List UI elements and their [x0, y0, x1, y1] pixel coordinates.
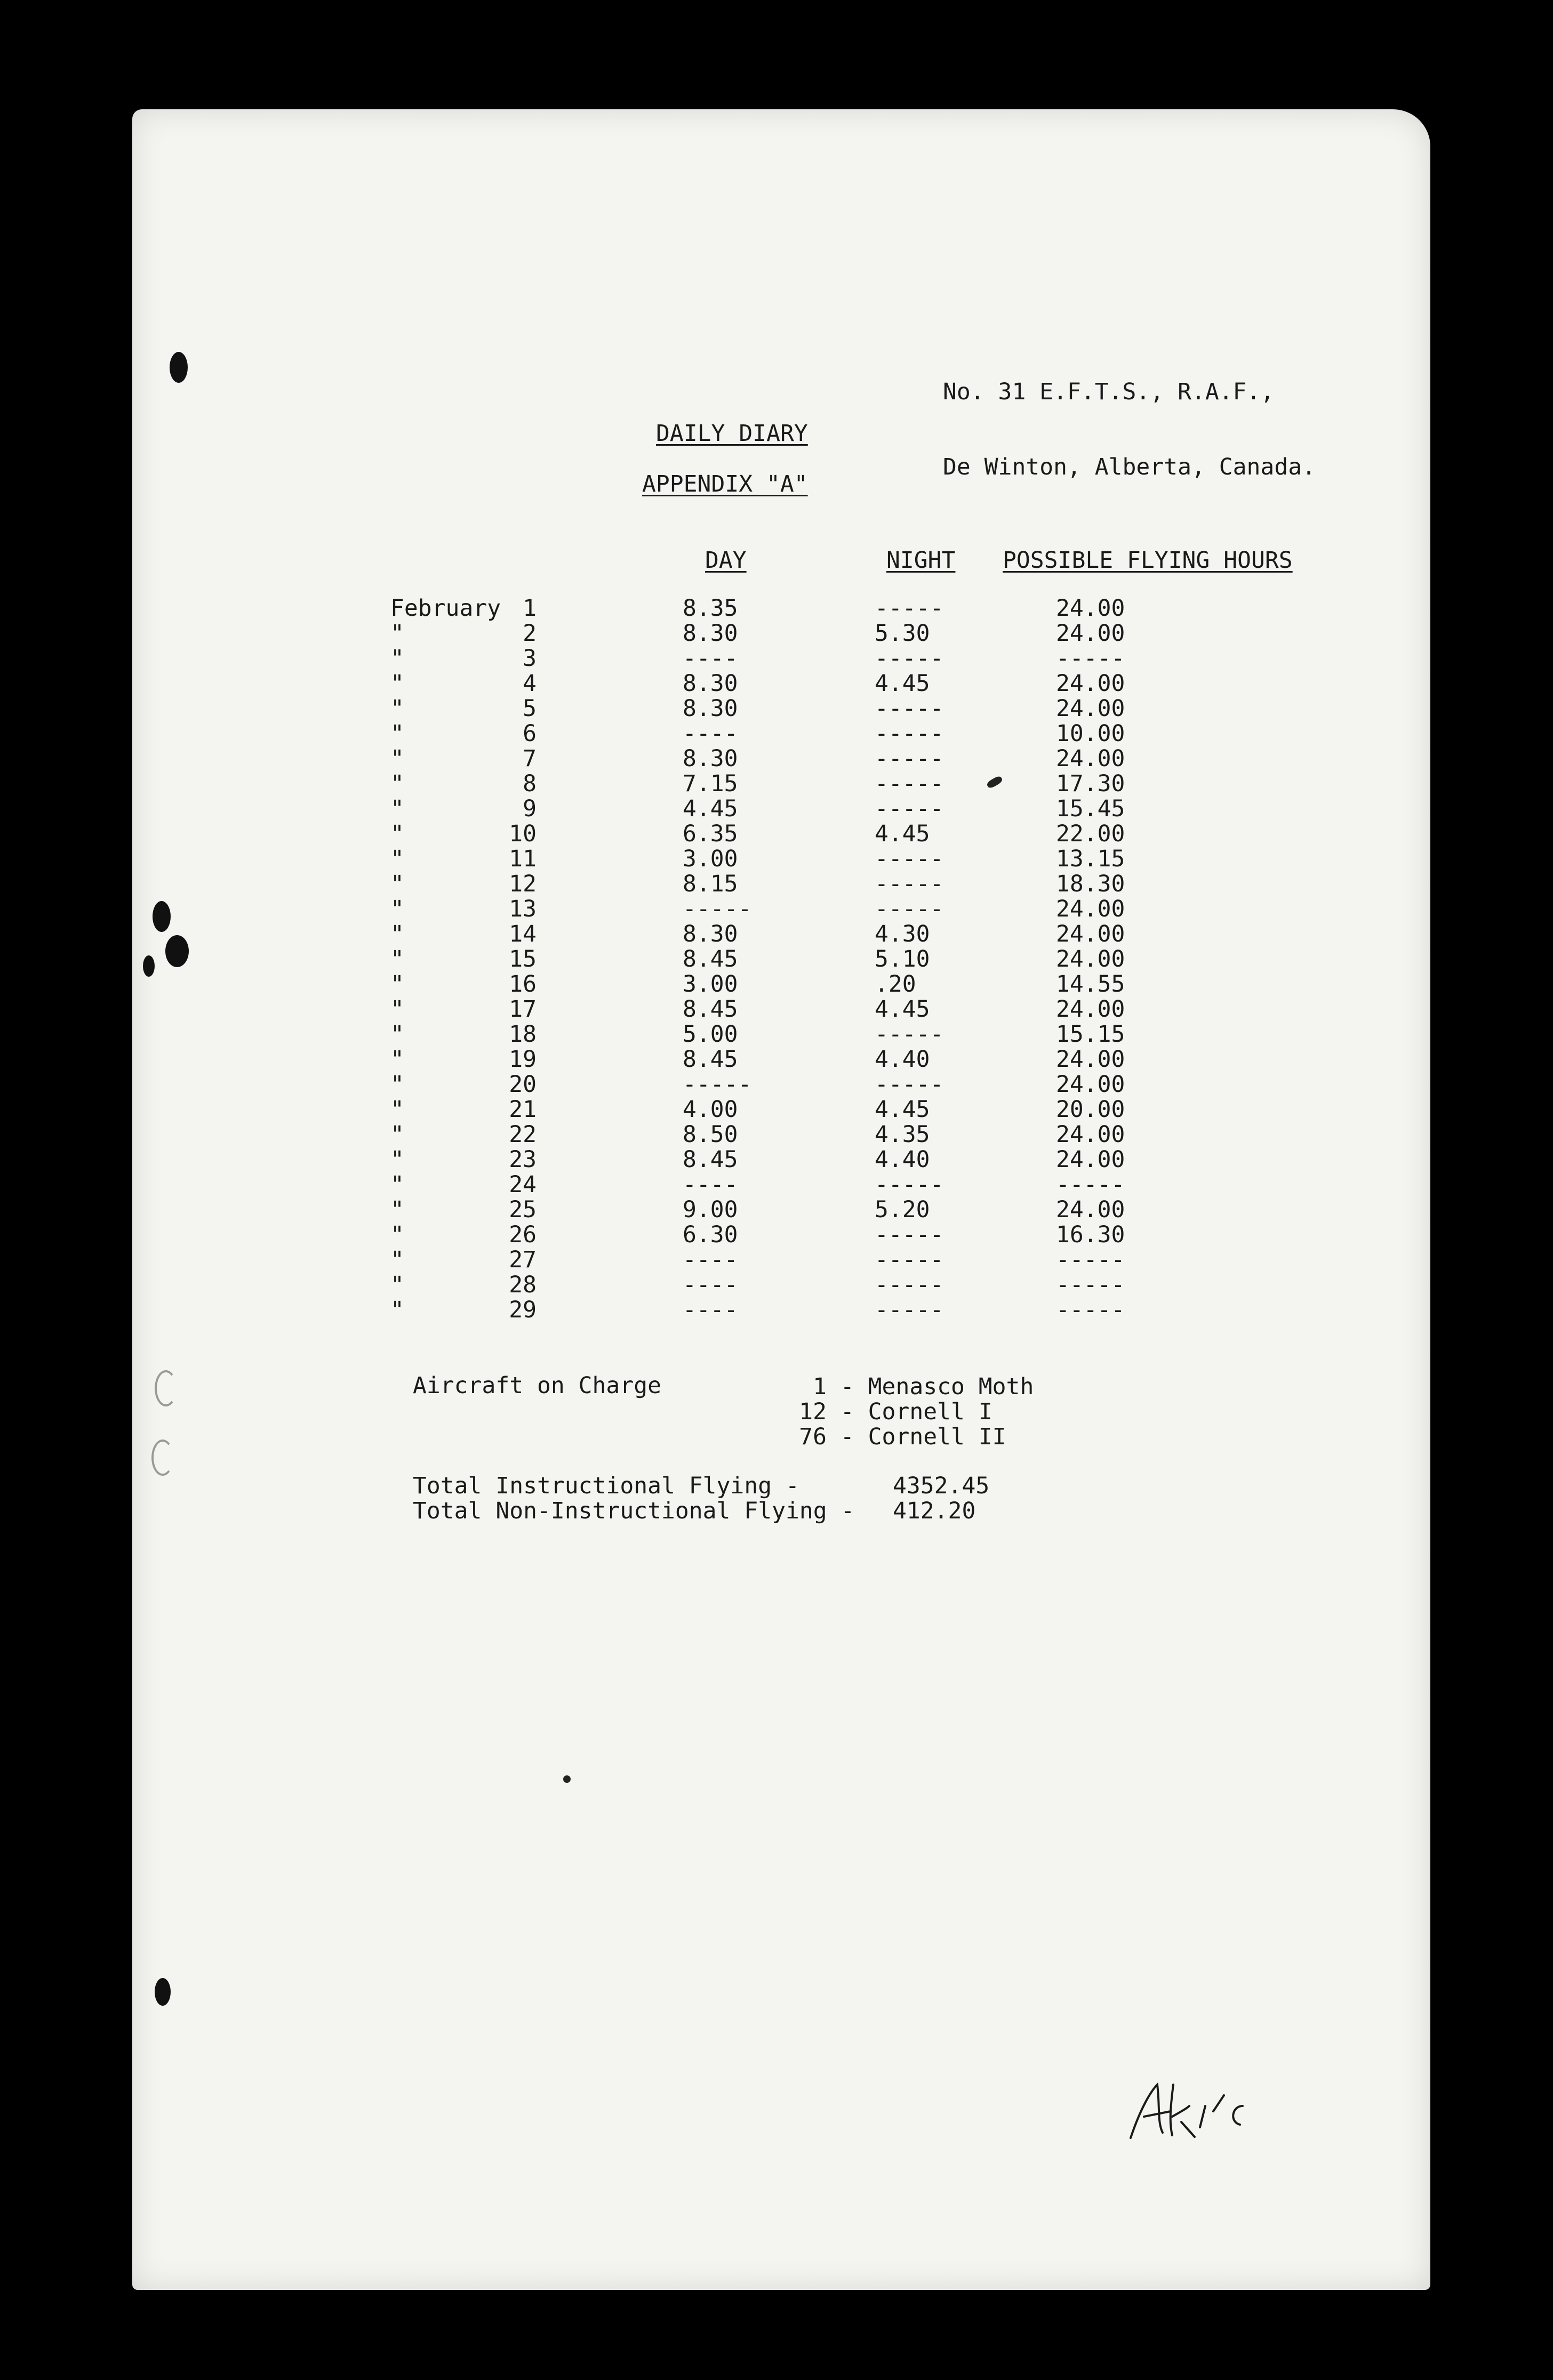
- address-block: [943, 329, 1316, 505]
- row-month: ": [390, 1146, 404, 1173]
- row-night-hours: -----: [875, 795, 944, 822]
- row-month: ": [390, 770, 404, 797]
- aircraft-count: 1: [813, 1373, 827, 1400]
- row-date: 7: [523, 745, 537, 772]
- row-night-hours: -----: [875, 1171, 944, 1198]
- row-month: ": [390, 795, 404, 822]
- row-night-hours: 5.30: [875, 620, 930, 647]
- row-date: 21: [509, 1096, 537, 1123]
- table-row: [0, 1297, 1553, 1322]
- row-date: 11: [509, 846, 537, 872]
- row-date: 15: [509, 946, 537, 972]
- row-day-hours: 7.15: [683, 770, 738, 797]
- row-day-hours: 8.15: [683, 871, 738, 897]
- row-date: 1: [523, 595, 537, 622]
- row-possible-hours: -----: [1056, 1272, 1125, 1298]
- table-row: [0, 1196, 1553, 1221]
- row-day-hours: 8.45: [683, 1046, 738, 1073]
- row-date: 3: [523, 645, 537, 672]
- row-day-hours: 8.45: [683, 946, 738, 972]
- row-possible-hours: 24.00: [1056, 996, 1125, 1023]
- aircraft-type: Cornell I: [868, 1398, 992, 1425]
- row-date: 24: [509, 1171, 537, 1198]
- row-possible-hours: -----: [1056, 645, 1125, 672]
- row-day-hours: 8.50: [683, 1121, 738, 1148]
- aircraft-count: 12: [799, 1398, 827, 1425]
- table-row: [0, 921, 1553, 946]
- row-date: 13: [509, 896, 537, 922]
- table-row: [0, 1021, 1553, 1046]
- row-day-hours: ----: [683, 1272, 738, 1298]
- row-month: ": [390, 1196, 404, 1223]
- table-row: [0, 795, 1553, 821]
- row-night-hours: 5.20: [875, 1196, 930, 1223]
- table-row: [0, 1247, 1553, 1272]
- row-date: 16: [509, 971, 537, 998]
- table-row: [0, 946, 1553, 971]
- table-row: [0, 871, 1553, 896]
- table-row: [0, 770, 1553, 795]
- row-night-hours: -----: [875, 745, 944, 772]
- row-night-hours: 4.45: [875, 821, 930, 847]
- row-month: ": [390, 745, 404, 772]
- aircraft-separator: -: [827, 1398, 868, 1425]
- row-date: 14: [509, 921, 537, 947]
- row-possible-hours: 24.00: [1056, 1046, 1125, 1073]
- row-date: 18: [509, 1021, 537, 1048]
- row-possible-hours: 16.30: [1056, 1221, 1125, 1248]
- row-month: ": [390, 1272, 404, 1298]
- row-date: 26: [509, 1221, 537, 1248]
- row-possible-hours: 24.00: [1056, 620, 1125, 647]
- column-header-hours: POSSIBLE FLYING HOURS: [1003, 547, 1293, 574]
- row-day-hours: 8.30: [683, 620, 738, 647]
- aircraft-item: [763, 1398, 1034, 1424]
- aircraft-type: Menasco Moth: [868, 1373, 1034, 1400]
- row-date: 10: [509, 821, 537, 847]
- total-value: 4352.45: [893, 1473, 990, 1499]
- row-possible-hours: 15.15: [1056, 1021, 1125, 1048]
- table-row: [0, 695, 1553, 720]
- total-label: Total Non-Instructional Flying -: [413, 1498, 855, 1524]
- aircraft-separator: -: [827, 1373, 868, 1400]
- row-possible-hours: 24.00: [1056, 595, 1125, 622]
- row-day-hours: 3.00: [683, 846, 738, 872]
- row-day-hours: 8.35: [683, 595, 738, 622]
- row-month: ": [390, 946, 404, 972]
- row-month: ": [390, 996, 404, 1023]
- table-row: [0, 645, 1553, 670]
- row-day-hours: 8.30: [683, 921, 738, 947]
- row-date: 2: [523, 620, 537, 647]
- row-month: ": [390, 971, 404, 998]
- row-date: 5: [523, 695, 537, 722]
- row-date: 19: [509, 1046, 537, 1073]
- row-night-hours: -----: [875, 645, 944, 672]
- row-night-hours: 4.40: [875, 1046, 930, 1073]
- table-row: [0, 1046, 1553, 1071]
- address-line: No. 31 E.F.T.S., R.A.F.,: [943, 379, 1275, 405]
- table-row: [0, 971, 1553, 996]
- row-date: 27: [509, 1247, 537, 1273]
- row-day-hours: ----: [683, 720, 738, 747]
- row-day-hours: 6.35: [683, 821, 738, 847]
- row-date: 22: [509, 1121, 537, 1148]
- aircraft-label: Aircraft on Charge: [413, 1372, 661, 1399]
- row-month: ": [390, 1297, 404, 1323]
- row-possible-hours: 14.55: [1056, 971, 1125, 998]
- row-month: ": [390, 896, 404, 922]
- row-day-hours: -----: [683, 896, 752, 922]
- row-day-hours: 8.45: [683, 1146, 738, 1173]
- row-night-hours: -----: [875, 1272, 944, 1298]
- total-label: Total Instructional Flying -: [413, 1473, 799, 1499]
- row-date: 25: [509, 1196, 537, 1223]
- row-month: ": [390, 821, 404, 847]
- table-row: [0, 996, 1553, 1021]
- row-possible-hours: 15.45: [1056, 795, 1125, 822]
- row-possible-hours: 22.00: [1056, 821, 1125, 847]
- row-day-hours: 6.30: [683, 1221, 738, 1248]
- row-day-hours: 4.00: [683, 1096, 738, 1123]
- row-possible-hours: 24.00: [1056, 1121, 1125, 1148]
- row-date: 17: [509, 996, 537, 1023]
- table-row: [0, 1121, 1553, 1146]
- row-month: ": [390, 1021, 404, 1048]
- aircraft-type: Cornell II: [868, 1424, 1006, 1450]
- row-possible-hours: -----: [1056, 1297, 1125, 1323]
- row-day-hours: 8.30: [683, 670, 738, 697]
- row-night-hours: -----: [875, 1247, 944, 1273]
- row-possible-hours: 24.00: [1056, 921, 1125, 947]
- table-row: [0, 620, 1553, 645]
- row-date: 9: [523, 795, 537, 822]
- row-night-hours: 4.40: [875, 1146, 930, 1173]
- table-row: [0, 1071, 1553, 1096]
- row-possible-hours: 17.30: [1056, 770, 1125, 797]
- row-possible-hours: 24.00: [1056, 745, 1125, 772]
- table-row: [0, 745, 1553, 770]
- table-row: [0, 670, 1553, 695]
- binder-hole: [155, 1978, 171, 2006]
- row-possible-hours: 24.00: [1056, 896, 1125, 922]
- row-month: ": [390, 1096, 404, 1123]
- row-date: 28: [509, 1272, 537, 1298]
- column-header-night: NIGHT: [886, 547, 956, 574]
- total-row: [413, 1473, 989, 1498]
- row-day-hours: ----: [683, 1171, 738, 1198]
- binder-ring-mark: [151, 1440, 174, 1476]
- row-day-hours: 8.30: [683, 745, 738, 772]
- row-date: 20: [509, 1071, 537, 1098]
- row-possible-hours: 24.00: [1056, 1196, 1125, 1223]
- table-row: [0, 1146, 1553, 1171]
- row-day-hours: ----: [683, 1297, 738, 1323]
- totals-block: [413, 1473, 989, 1523]
- aircraft-count: 76: [799, 1424, 827, 1450]
- row-month: ": [390, 1071, 404, 1098]
- row-night-hours: 4.30: [875, 921, 930, 947]
- row-month: ": [390, 1046, 404, 1073]
- table-row: [0, 896, 1553, 921]
- row-month: ": [390, 645, 404, 672]
- row-month: ": [390, 1171, 404, 1198]
- aircraft-separator: -: [827, 1424, 868, 1450]
- row-month: ": [390, 846, 404, 872]
- row-month: ": [390, 1221, 404, 1248]
- row-night-hours: .20: [875, 971, 916, 998]
- row-possible-hours: -----: [1056, 1171, 1125, 1198]
- row-night-hours: -----: [875, 896, 944, 922]
- row-month: February: [390, 595, 501, 622]
- row-month: ": [390, 695, 404, 722]
- handwritten-signature: [1120, 2074, 1291, 2149]
- row-night-hours: -----: [875, 595, 944, 622]
- row-month: ": [390, 871, 404, 897]
- aircraft-list: [763, 1373, 1034, 1449]
- row-day-hours: -----: [683, 1071, 752, 1098]
- row-possible-hours: 18.30: [1056, 871, 1125, 897]
- row-possible-hours: 24.00: [1056, 670, 1125, 697]
- row-night-hours: -----: [875, 1221, 944, 1248]
- table-row: [0, 821, 1553, 846]
- row-night-hours: 4.45: [875, 670, 930, 697]
- row-night-hours: -----: [875, 1297, 944, 1323]
- row-day-hours: 9.00: [683, 1196, 738, 1223]
- row-date: 6: [523, 720, 537, 747]
- total-row: [413, 1498, 989, 1523]
- appendix-label: APPENDIX "A": [642, 471, 808, 497]
- binder-ring-mark: [155, 1370, 177, 1406]
- row-night-hours: -----: [875, 1071, 944, 1098]
- row-day-hours: 3.00: [683, 971, 738, 998]
- row-night-hours: -----: [875, 1021, 944, 1048]
- table-row: [0, 595, 1553, 620]
- row-month: ": [390, 720, 404, 747]
- row-month: ": [390, 620, 404, 647]
- table-row: [0, 1272, 1553, 1297]
- row-day-hours: ----: [683, 1247, 738, 1273]
- ink-speck: [563, 1775, 571, 1783]
- row-night-hours: 5.10: [875, 946, 930, 972]
- row-night-hours: 4.45: [875, 996, 930, 1023]
- row-month: ": [390, 921, 404, 947]
- row-date: 23: [509, 1146, 537, 1173]
- row-possible-hours: 13.15: [1056, 846, 1125, 872]
- row-possible-hours: 24.00: [1056, 1071, 1125, 1098]
- binder-hole: [170, 352, 188, 383]
- column-header-day: DAY: [705, 547, 747, 574]
- row-possible-hours: 24.00: [1056, 695, 1125, 722]
- row-day-hours: 5.00: [683, 1021, 738, 1048]
- row-possible-hours: -----: [1056, 1247, 1125, 1273]
- table-row: [0, 1171, 1553, 1196]
- row-day-hours: 8.45: [683, 996, 738, 1023]
- table-row: [0, 846, 1553, 871]
- row-month: ": [390, 1121, 404, 1148]
- row-possible-hours: 20.00: [1056, 1096, 1125, 1123]
- aircraft-item: [763, 1424, 1034, 1449]
- row-day-hours: 8.30: [683, 695, 738, 722]
- row-night-hours: -----: [875, 695, 944, 722]
- row-night-hours: -----: [875, 846, 944, 872]
- row-day-hours: ----: [683, 645, 738, 672]
- row-night-hours: -----: [875, 871, 944, 897]
- row-possible-hours: 10.00: [1056, 720, 1125, 747]
- total-value: 412.20: [893, 1498, 976, 1524]
- row-date: 8: [523, 770, 537, 797]
- row-month: ": [390, 670, 404, 697]
- row-possible-hours: 24.00: [1056, 946, 1125, 972]
- document-title: DAILY DIARY: [656, 420, 808, 447]
- row-day-hours: 4.45: [683, 795, 738, 822]
- address-line: De Winton, Alberta, Canada.: [943, 454, 1316, 480]
- row-night-hours: 4.45: [875, 1096, 930, 1123]
- row-night-hours: 4.35: [875, 1121, 930, 1148]
- aircraft-item: [763, 1373, 1034, 1398]
- table-row: [0, 720, 1553, 745]
- row-date: 12: [509, 871, 537, 897]
- table-row: [0, 1096, 1553, 1121]
- row-month: ": [390, 1247, 404, 1273]
- table-row: [0, 1221, 1553, 1247]
- row-possible-hours: 24.00: [1056, 1146, 1125, 1173]
- row-date: 29: [509, 1297, 537, 1323]
- row-night-hours: -----: [875, 720, 944, 747]
- row-date: 4: [523, 670, 537, 697]
- row-night-hours: -----: [875, 770, 944, 797]
